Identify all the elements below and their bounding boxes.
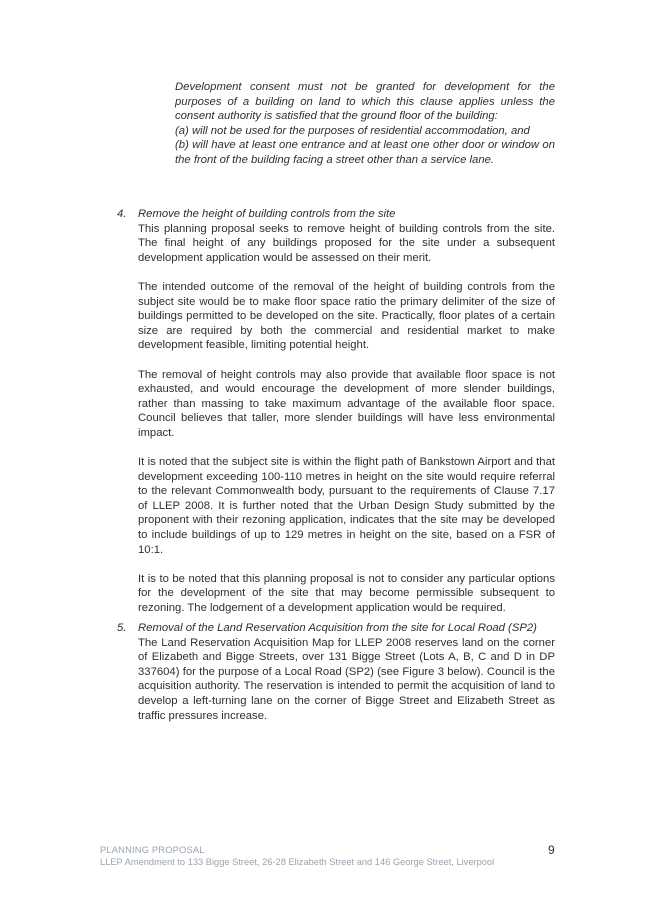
section-4-paragraph: The removal of height controls may also provide that available floor space is not exhausted, and would encourage the development of more slender buildings, rather than massing to take maximum advantage of the available floor space. Council believes that taller, more slender buildings will have less environmental impact.	[138, 368, 555, 439]
section-4-paragraph: It is noted that the subject site is within the flight path of Bankstown Airport and that development exceeding 100-110 metres in height on the site would require referral to the relevant Commonwealth body, pursuant to the requirements of Clause 7.17 of LLEP 2008. It is further noted that the Urban Design Study submitted by the proponent with their rezoning application, indicates that the site may be developed to include buildings of up to 129 metres in height on the site, based on a FSR of 10:1.	[138, 456, 555, 556]
section-4-body	[138, 222, 555, 616]
section-4-paragraph: It is to be noted that this planning proposal is not to consider any particular options for the development of the site that may become permissible subsequent to rezoning. The lodgement of a development application would be required.	[138, 572, 555, 615]
footer-title: PLANNING PROPOSAL	[100, 845, 205, 855]
section-5-body	[138, 636, 555, 724]
section-4-paragraph: This planning proposal seeks to remove height of building controls from the site. The final height of any buildings proposed for the site under a subsequent development application would be assessed on their merit.	[138, 222, 555, 264]
quote-item-b: (b) will have at least one entrance and at least one other door or window on the front of the building facing a street other than a service lane.	[175, 139, 555, 166]
section-4-paragraph: The intended outcome of the removal of the height of building controls from the subject site would be to make floor space ratio the primary delimiter of the size of buildings permitted to be developed on the site. Practically, floor plates of a certain size are required by both the commercial and residential market to make development feasible, limiting potential height.	[138, 280, 555, 352]
section-5-heading	[117, 621, 555, 636]
section-4-number: 4.	[117, 208, 127, 220]
page-number: 9	[548, 843, 555, 857]
section-5	[117, 621, 555, 723]
clause-quote	[175, 80, 555, 168]
section-5-paragraph: The Land Reservation Acquisition Map for LLEP 2008 reserves land on the corner of Elizabeth and Bigge Streets, over 131 Bigge Street (Lots A, B, C and D in DP 337604) for the purpose of a Local Road (SP2) (see Figure 3 below). Council is the acquisition authority. The reservation is intended to permit the acquisition of land to develop a left-turning lane on the corner of Bigge Street and Elizabeth Street as traffic pressures increase.	[138, 636, 555, 722]
quote-intro: Development consent must not be granted for development for the purposes of a building on land to which this clause applies unless the consent authority is satisfied that the ground floor of the building:	[175, 81, 555, 123]
section-4-heading	[117, 207, 555, 222]
footer-subtitle: LLEP Amendment to 133 Bigge Street, 26-28 Elizabeth Street and 146 George Street, Liverpool	[100, 856, 495, 867]
page-footer	[100, 845, 560, 868]
section-5-number: 5.	[117, 622, 127, 634]
section-5-title: Removal of the Land Reservation Acquisition from the site for Local Road (SP2)	[138, 622, 537, 634]
section-4-title: Remove the height of building controls from the site	[138, 208, 396, 220]
section-4	[117, 207, 555, 616]
quote-item-a: (a) will not be used for the purposes of residential accommodation, and	[175, 124, 530, 137]
